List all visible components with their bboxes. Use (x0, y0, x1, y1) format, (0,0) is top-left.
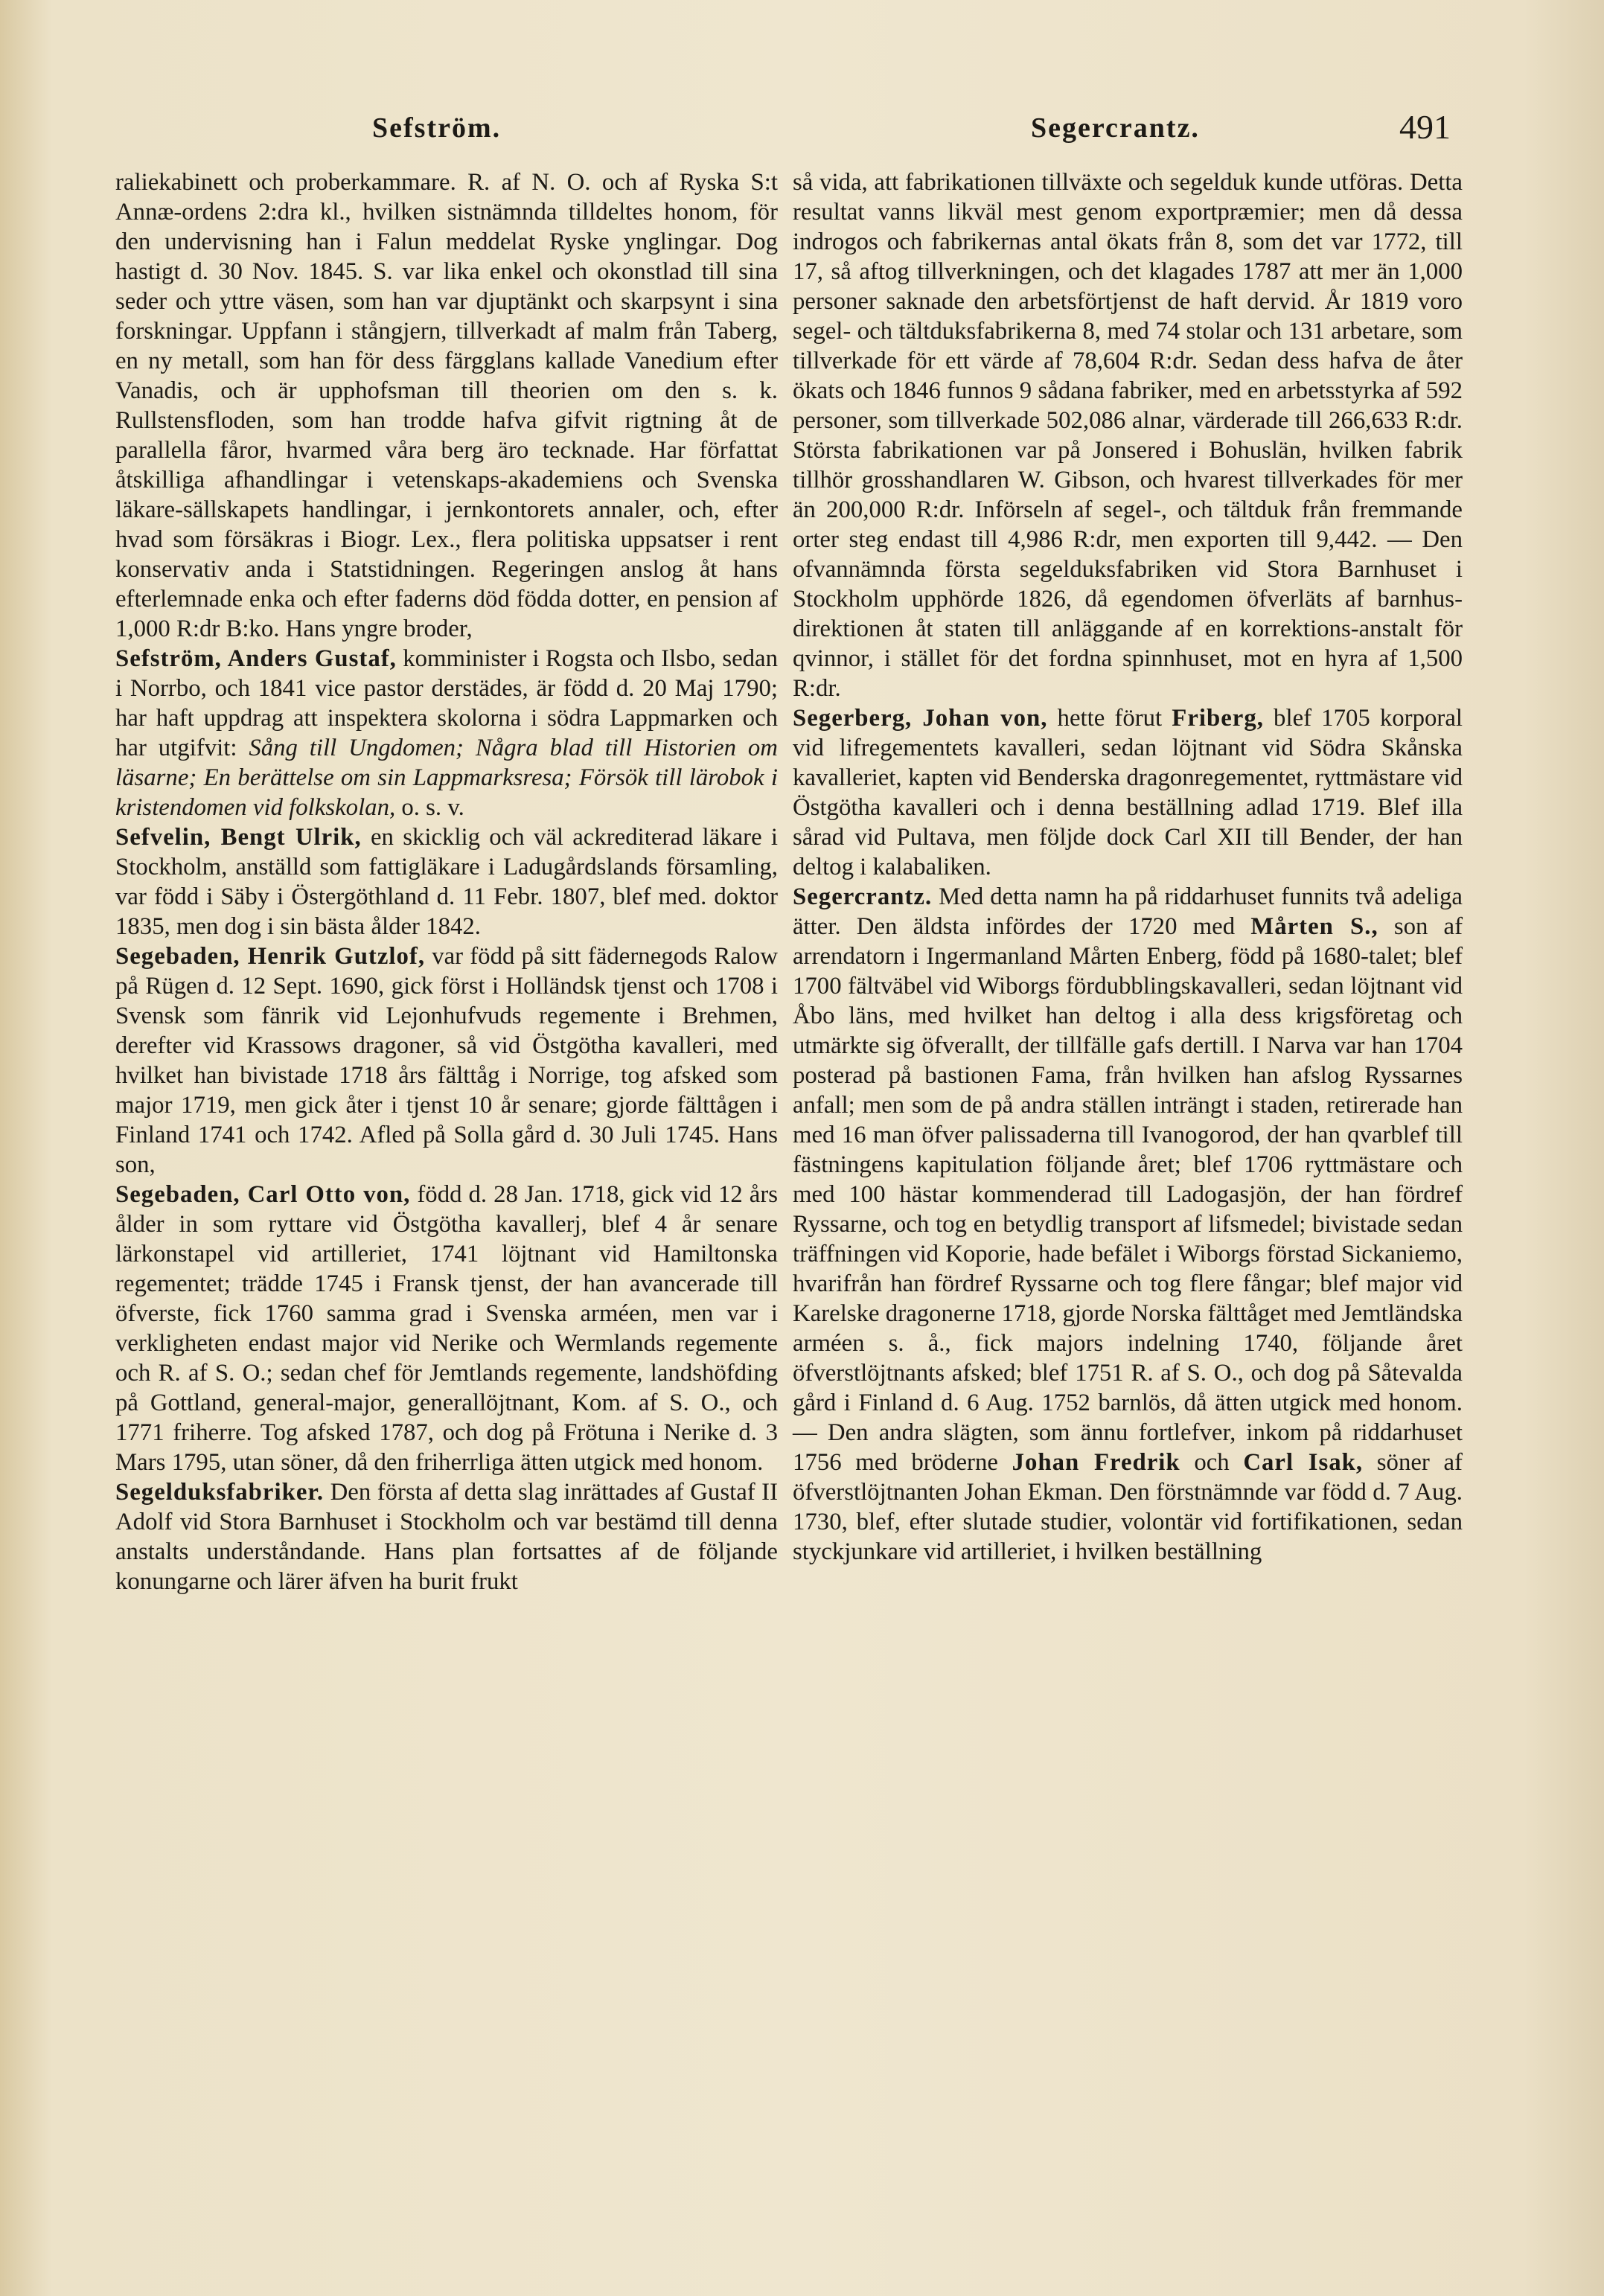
entry-person-name: Johan Fredrik (1012, 1449, 1180, 1476)
entry-segercrantz (793, 882, 1463, 1567)
entry-headword: Segerberg, Johan von, (793, 705, 1048, 732)
running-header (0, 108, 1604, 156)
entry-text: och (1180, 1449, 1244, 1476)
entry-person-name: Mårten S., (1250, 913, 1378, 940)
left-column (115, 167, 778, 1596)
entry-headword: Sefström, Anders Gustaf, (115, 645, 397, 672)
paragraph-continuation (115, 167, 778, 644)
header-right-entry: Segercrantz. (1031, 112, 1200, 144)
entry-text: hette förut (1047, 705, 1172, 732)
entry-text: komminister i Rogsta och Ilsbo, sedan i Norrbo, och 1841 vice pastor derstädes, är född d. 20 Maj 1790; har haft uppdrag att inspektera skolorna i södra Lappmarken och har utgifvit: (115, 645, 778, 761)
entry-text: son af arrendatorn i Ingermanland Mårten Enberg, född på 1680-talet; blef 1700 fältväbel vid Wiborgs fördubblingskavalleri, sedan löjtnant vid Åbo läns, med hvilket han deltog i alla dess krigsföretag och utmärkte sig öfverallt, der tillfälle gafs dertill. I Narva var han 1704 posterad på bastionen Fama, från hvilken han afslog Ryssarnes anfall; men som de på andra ställen inträngt i staden, retirerade han med 16 man öfver palissaderna till Ivanogorod, der han qvarblef till fästningens kapitulation följande året; blef 1706 ryttmästare och med 100 hästar kommenderad till Ladogasjön, der han fördref Ryssarne, och tog en betydlig transport af lifsmedel; bivistade sedan träffningen vid Koporie, hade befälet i Wiborgs förstad Sickaniemo, hvarifrån han fördref Ryssarne och tog flere fångar; blef major vid Karelske dragonerne 1718, gjorde Norska fälttåget med Jemtländska arméen s. å., fick majors indelning 1740, följande året öfverstlöjtnants afsked; blef 1751 R. af S. O., och dog på Såtevalda gård i Finland d. 6 Aug. 1752 barnlös, då ätten utgick med honom. — Den andra slägten, som ännu fortlefver, inkom på riddarhuset 1756 med bröderne (793, 913, 1463, 1476)
entry-segelduksfabriker (115, 1477, 778, 1596)
entry-works: Sång till Ungdomen; Några blad till Historien om läsarne; En berättelse om sin Lappmarksresa; Försök till lärobok i kristendomen vid folkskolan, (115, 735, 778, 821)
entry-text: var född på sitt fädernegods Ralow på Rügen d. 12 Sept. 1690, gick först i Holländsk tjenst och 1708 i Svensk som fänrik vid Lejonhufvuds regemente i Brehmen, derefter vid Krassows dragoner, så vid Östgötha kavalleri, med hvilket han bivistade 1718 års fälttåg i Norrige, tog afsked som major 1719, men gick åter i tjenst 10 år senare; gjorde fälttågen i Finland 1741 och 1742. Afled på Solla gård d. 30 Juli 1745. Hans son, (115, 943, 778, 1178)
paragraph-text: raliekabinett och proberkammare. R. af N. O. och af Ryska S:t Annæ-ordens 2:dra kl., hvilken sistnämnda tilldeltes honom, för den undervisning han i Falun meddelat Ryske ynglingar. Dog hastigt d. 30 Nov. 1845. S. var lika enkel och okonstlad till sina seder och yttre väsen, som han var djuptänkt och skarpsynt i sina forskningar. Uppfann i stångjern, tillverkadt af malm från Taberg, en ny metall, som han för dess färgglans kallade Vanedium efter Vanadis, och är upphofsman till theorien om den s. k. Rullstensfloden, som han trodde hafva gifvit rigtning åt de parallella fåror, hvarmed våra berg äro tecknade. Har författat åtskilliga afhandlingar i vetenskaps-akademiens och Svenska läkare-sällskapets handlingar, i jernkontorets annaler, och, efter hvad som försäkras i Biogr. Lex., flera politiska uppsatser i rent konservativ anda i Statstidningen. Regeringen anslog åt hans efterlemnade enka och efter faderns död födda dotter, en pension af 1,000 R:dr B:ko. Hans yngre broder, (115, 169, 778, 642)
entry-text-end: o. s. v. (395, 794, 464, 821)
entry-sefstrom-anders (115, 644, 778, 822)
entry-headword: Sefvelin, Bengt Ulrik, (115, 824, 362, 851)
entry-headword: Segebaden, Carl Otto von, (115, 1181, 411, 1208)
entry-headword: Segebaden, Henrik Gutzlof, (115, 943, 426, 970)
entry-headword: Segercrantz. (793, 883, 933, 910)
entry-text: söner af öfverstlöjtnanten Johan Ekman. Den förstnämnde var född d. 7 Aug. 1730, blef, efter slutade studier, volontär vid fortifikationen, sedan styckjunkare vid artilleriet, i hvilken beställning (793, 1449, 1463, 1565)
paragraph-continuation (793, 167, 1463, 703)
paragraph-text: så vida, att fabrikationen tillväxte och segelduk kunde utföras. Detta resultat vanns likväl mest genom exportpræmier; men då dessa indrogos och fabrikernas antal ökats från 8, som det var 1772, till 17, så aftog tillverkningen, och det klagades 1787 att mer än 1,000 personer saknade den arbetsförtjenst de haft dervid. År 1819 voro segel- och tältduksfabrikerna 8, med 74 stolar och 131 arbetare, som tillverkade för ett värde af 78,604 R:dr. Sedan dess hafva de åter ökats och 1846 funnos 9 sådana fabriker, med en arbetsstyrka af 592 personer, som tillverkade 502,086 alnar, värderade till 266,633 R:dr. Största fabrikationen var på Jonsered i Bohuslän, hvilken fabrik tillhör grosshandlaren W. Gibson, och hvarest tillverkades för mer än 200,000 R:dr. Införseln af segel-, och tältduk från fremmande orter steg endast till 4,986 R:dr, men exporten till 9,442. — Den ofvannämnda första segelduksfabriken vid Stora Barnhuset i Stockholm upphörde 1826, då egendomen öfverläts af barnhus-direktionen åt staten till anläggande af en korrektions-anstalt för qvinnor, i stället för det fordna spinnhuset, mot en hyra af 1,500 R:dr. (793, 169, 1463, 702)
entry-sefvelin (115, 822, 778, 941)
entry-segerberg (793, 703, 1463, 882)
header-left-entry: Sefström. (372, 112, 502, 144)
entry-segebaden-carl (115, 1180, 778, 1477)
entry-text: Den första af detta slag inrättades af Gustaf II Adolf vid Stora Barnhuset i Stockholm och var bestämd till denna anstalts underståndande. Hans plan fortsattes af de följande konungarne och lärer äfven ha burit frukt (115, 1479, 778, 1595)
entry-headword: Segelduksfabriker. (115, 1479, 325, 1506)
right-column (793, 167, 1463, 1567)
entry-former-name: Friberg, (1172, 705, 1264, 732)
entry-text: född d. 28 Jan. 1718, gick vid 12 års ålder in som ryttare vid Östgötha kavallerj, blef 4 år senare lärkonstapel vid artilleriet, 1741 löjtnant vid Hamiltonska regementet; trädde 1745 i Fransk tjenst, der han avancerade till öfverste, fick 1760 samma grad i Svenska arméen, men var i verkligheten endast major vid Nerike och Wermlands regemente och R. af S. O.; sedan chef för Jemtlands regemente, landshöfding på Gottland, general-major, generallöjtnant, Kom. af S. O., och 1771 friherre. Tog afsked 1787, och dog på Frötuna i Nerike d. 3 Mars 1795, utan söner, då den friherrliga ätten utgick med honom. (115, 1181, 778, 1476)
page-number: 491 (1399, 108, 1451, 146)
entry-text: blef 1705 korporal vid lifregementets kavalleri, sedan löjtnant vid Södra Skånska kavalleriet, kapten vid Benderska dragonregementet, ryttmästare vid Östgötha kavalleri och i denna beställning adlad 1719. Blef illa sårad vid Pultava, men följde dock Carl XII till Bender, der han deltog i kalabaliken. (793, 705, 1463, 880)
entry-text: en skicklig och väl ackrediterad läkare i Stockholm, anställd som fattigläkare i Ladugårdslands församling, var född i Säby i Östergöthland d. 11 Febr. 1807, blef med. doktor 1835, men dog i sin bästa ålder 1842. (115, 824, 778, 940)
entry-person-name: Carl Isak, (1243, 1449, 1364, 1476)
entry-segebaden-henrik (115, 941, 778, 1180)
entry-text: Med detta namn ha på riddarhuset funnits två adeliga ätter. Den äldsta infördes der 1720 med (793, 883, 1463, 940)
